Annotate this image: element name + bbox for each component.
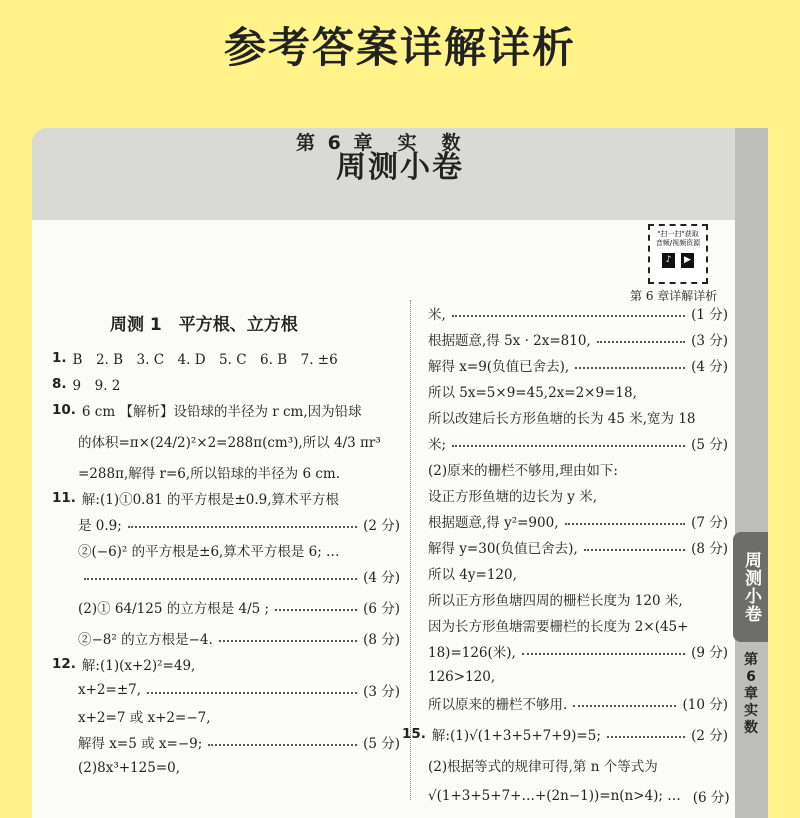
answer-text: B 2. B 3. C 4. D 5. C 6. B 7. ±6 [72,352,338,368]
answer-line [52,729,400,755]
score: (4 分) [691,359,728,375]
answer-text: 解:(1)(x+2)²=49, [81,658,196,674]
answer-text: x+2=±7, [78,682,142,698]
question-number: 12. [52,656,76,672]
answer-line [428,752,728,778]
answer-line [52,589,400,625]
answer-line [52,677,400,703]
answer-text: 因为长方形鱼塘需要栅栏的长度为 2×(45+ [428,619,689,635]
answer-line [428,560,728,586]
answer-text: 的体积=π×(24/2)²×2=288π(cm³),所以 4/3 πr³ [78,435,381,451]
answer-text: =288π,解得 r=6,所以铅球的半径为 6 cm. [78,466,341,482]
score: (2 分) [691,728,728,744]
answer-line [428,482,728,508]
score: (5 分) [363,736,400,752]
score: (6 分) [692,790,730,806]
answer-line [52,345,400,371]
answer-text: ②(−6)² 的平方根是±6,算术平方根是 6; … [78,544,340,560]
answer-line [52,537,400,563]
answer-text: x+2=7 或 x+2=−7, [78,710,211,726]
answer-text: 解:(1)①0.81 的平方根是±0.9,算术平方根 [81,492,340,508]
score: (9 分) [691,645,728,661]
dot-leader [208,744,357,746]
answer-text: (2)根据等式的规律可得,第 n 个等式为 [428,759,658,775]
section-title: 周测 1 平方根、立方根 [110,315,298,335]
answer-line [52,755,400,781]
answer-line [52,397,400,423]
qr-line1: "扫一扫"获取 [657,230,699,238]
answer-line [52,625,400,651]
score: (2 分) [363,518,400,534]
dot-leader [522,653,685,655]
answer-text: 解得 y=30(负值已舍去), [428,541,578,557]
answer-line [52,511,400,537]
score: (4 分) [363,570,400,586]
answer-text: (2)① 64/125 的立方根是 4/5 ; [78,601,270,617]
answer-text: 米, [428,307,446,323]
answer-line [428,690,728,716]
answer-line [52,563,400,589]
answer-line [52,485,400,511]
answer-line [52,459,400,485]
qr-code[interactable] [648,224,708,284]
answer-text: 根据题意,得 5x · 2x=810, [428,333,591,349]
answer-text: (2)8x³+125=0, [78,760,181,776]
chapter-title: 第 6 章 实 数 [296,132,464,154]
score: (6 分) [363,601,400,617]
answer-text: 所以改建后长方形鱼塘的长为 45 米,宽为 18 [428,411,696,427]
score: (3 分) [691,333,728,349]
side-badge: 周测小卷 [733,532,768,642]
video-icon: ▶ [681,253,694,268]
answer-text: 所以 4y=120, [428,567,517,583]
answer-text: (2)原来的栅栏不够用,理由如下: [428,463,618,479]
question-number: 8. [52,376,67,392]
dot-leader [452,315,685,317]
qr-caption: 第 6 章详解详析 [630,289,718,303]
answer-text: 解:(1)√(1+3+5+7+9)=5; [431,728,601,744]
answer-text: 解得 x=5 或 x=−9; [78,736,203,752]
qr-line2: 音频/视频资源 [655,239,701,247]
answer-line [428,300,728,326]
answer-line [428,534,728,560]
side-chapter: 第 6 章 实 数 [744,652,758,736]
score: (7 分) [691,515,728,531]
banner-title: 参考答案详解详析 [223,23,576,72]
answer-line [428,326,728,352]
answer-text: 所以原来的栅栏不够用. [428,697,568,713]
answer-text: 6 cm 【解析】设铅球的半径为 r cm,因为铅球 [81,404,362,420]
answer-line [428,456,728,482]
score: (8 分) [363,632,400,648]
answer-line [428,664,728,690]
answer-line [428,638,728,664]
answer-text: 所以 5x=5×9=45,2x=2×9=18, [428,385,637,401]
answer-line [428,612,728,638]
score: (8 分) [691,541,728,557]
question-number: 11. [52,490,76,506]
dot-leader [128,526,357,528]
answer-text: 设正方形鱼塘的边长为 y 米, [428,489,598,505]
dot-leader [573,705,676,707]
dot-leader [219,640,357,642]
answer-line [52,651,400,677]
header-title: 周测小卷 [336,150,464,185]
question-number: 15. [402,726,426,742]
answer-line [428,430,728,456]
answer-line [52,423,400,459]
answer-text: 米; [428,437,447,453]
answer-line [428,378,728,404]
answer-line [428,352,728,378]
score: (3 分) [363,684,400,700]
score: (5 分) [691,437,728,453]
dot-leader [597,341,685,343]
dot-leader [275,609,357,611]
answer-text: 所以正方形鱼塘四周的栅栏长度为 120 米, [428,593,683,609]
answer-text: ②−8² 的立方根是−4. [78,632,213,648]
answer-line [428,404,728,430]
answer-line [52,371,400,397]
dot-leader [452,445,685,447]
answer-text: 9 9. 2 [72,378,121,394]
question-number: 1. [52,350,67,366]
answer-line [428,586,728,612]
answer-line [428,778,728,814]
answer-line [428,508,728,534]
answer-text: 是 0.9; [78,518,122,534]
right-column [402,300,730,814]
dot-leader [607,736,685,738]
answer-text: 126>120, [428,669,496,685]
dot-leader [84,578,357,580]
dot-leader [584,549,685,551]
dot-leader [575,367,685,369]
score: (1 分) [691,307,728,323]
answer-line [52,703,400,729]
answer-text: 18)=126(米), [428,645,516,661]
question-number: 10. [52,402,76,418]
dot-leader [565,523,686,525]
answer-text: 解得 x=9(负值已舍去), [428,359,570,375]
answer-text: √(1+3+5+7+…+(2n−1))=n(n>4); … [428,788,681,804]
answer-line [402,716,728,752]
left-column [52,345,400,781]
dot-leader [147,692,357,694]
answer-text: 根据题意,得 y²=900, [428,515,559,531]
audio-icon: ♪ [662,253,675,268]
score: (10 分) [682,697,728,713]
